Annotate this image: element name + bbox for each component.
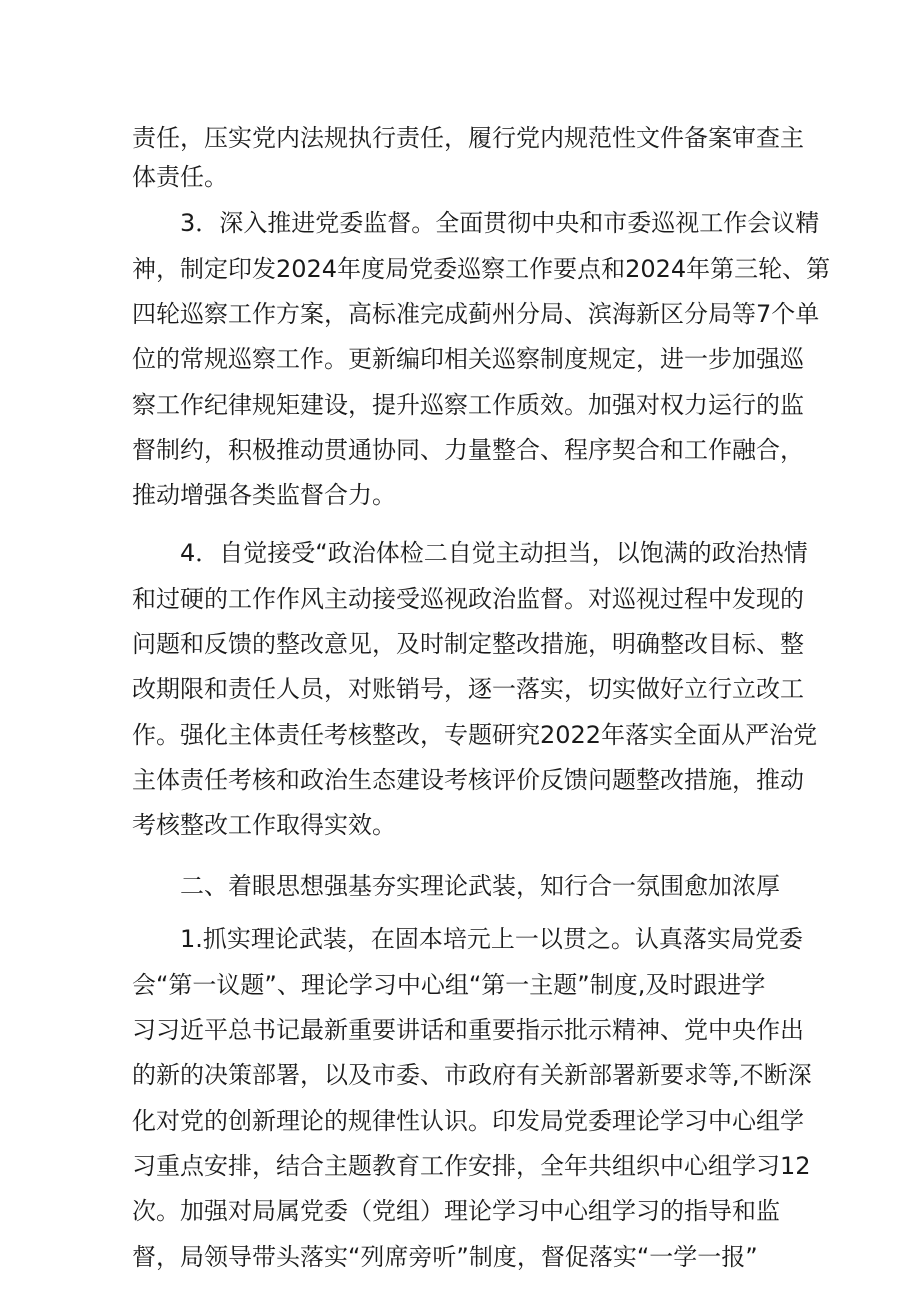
text-line-14: 作。强化主体责任考核整改，专题研究2022年落实全面从严治党 [132, 721, 818, 749]
text-line-16: 考核整改工作取得实效。 [132, 811, 396, 839]
text-line-18: 1.抓实理论武装，在固本培元上一以贯之。认真落实局党委 [180, 925, 803, 953]
text-line-12: 问题和反馈的整改意见，及时制定整改措施，明确整改目标、整 [132, 630, 804, 658]
text-line-6: 位的常规巡察工作。更新编印相关巡察制度规定，进一步加强巡 [132, 345, 804, 373]
text-line-13: 改期限和责任人员，对账销号，逐一落实，切实做好立行立改工 [132, 675, 804, 703]
text-line-22: 化对党的创新理论的规律性认识。印发局党委理论学习中心组学 [132, 1107, 804, 1135]
text-line-24: 次。加强对局属党委（党组）理论学习中心组学习的指导和监 [132, 1197, 780, 1225]
text-line-8: 督制约，积极推动贯通协同、力量整合、程序契合和工作融合， [132, 436, 804, 464]
text-line-5: 四轮巡察工作方案，高标准完成蓟州分局、滨海新区分局等7个单 [132, 300, 820, 328]
text-line-2: 体责任。 [132, 163, 228, 191]
text-line-20: 习习近平总书记最新重要讲话和重要指示批示精神、党中央作出 [132, 1016, 804, 1044]
text-line-21: 的新的决策部署，以及市委、市政府有关新部署新要求等,不断深 [132, 1061, 812, 1089]
text-line-23: 习重点安排，结合主题教育工作安排，全年共组织中心组学习12 [132, 1152, 811, 1180]
text-line-9: 推动增强各类监督合力。 [132, 481, 396, 509]
text-line-7: 察工作纪律规矩建设，提升巡察工作质效。加强对权力运行的监 [132, 391, 804, 419]
text-line-4: 神，制定印发2024年度局党委巡察工作要点和2024年第三轮、第 [132, 255, 831, 283]
text-line-3: 3．深入推进党委监督。全面贯彻中央和市委巡视工作会议精 [180, 209, 820, 237]
text-line-25: 督，局领导带头落实“列席旁听”制度，督促落实“一学一报” [132, 1243, 758, 1271]
section-heading: 二、着眼思想强基夯实理论武装，知行合一氛围愈加浓厚 [180, 872, 780, 900]
text-line-10: 4．自觉接受“政治体检二自觉主动担当，以饱满的政治热情 [180, 539, 808, 567]
text-line-1: 责任，压实党内法规执行责任，履行党内规范性文件备案审查主 [132, 124, 804, 152]
text-line-15: 主体责任考核和政治生态建设考核评价反馈问题整改措施，推动 [132, 766, 804, 794]
text-line-19: 会“第一议题”、理论学习中心组“第一主题”制度,及时跟进学 [132, 971, 766, 999]
text-line-11: 和过硬的工作作风主动接受巡视政治监督。对巡视过程中发现的 [132, 585, 804, 613]
